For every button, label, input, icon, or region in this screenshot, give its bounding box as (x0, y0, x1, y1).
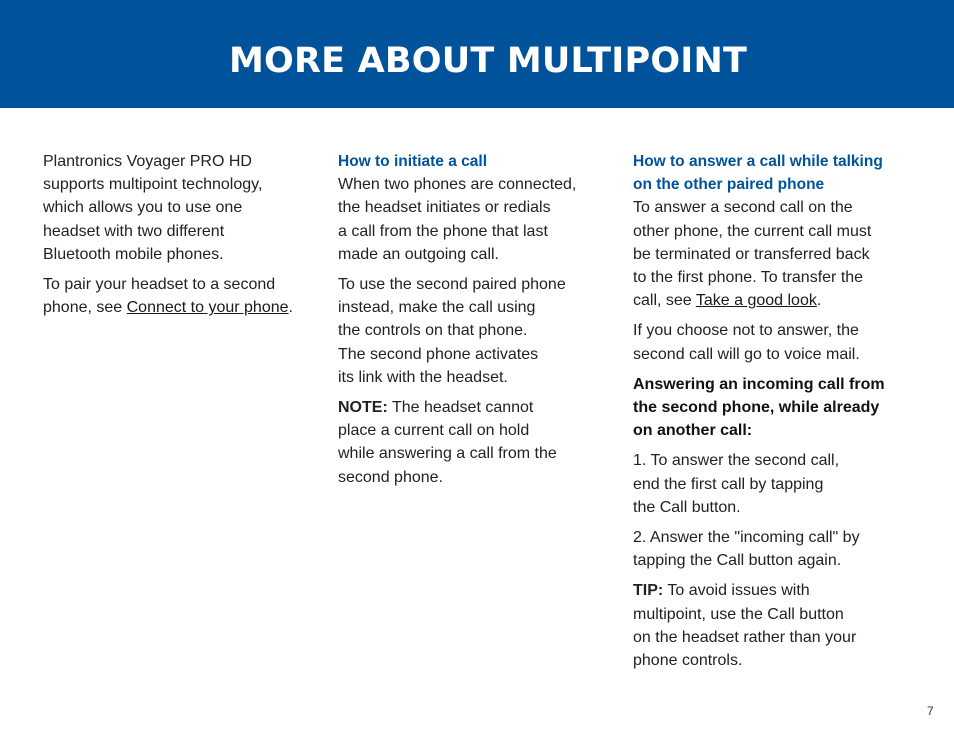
text-line: Answering an incoming call from (633, 375, 885, 393)
text-line: made an outgoing call. (338, 245, 499, 263)
section-heading: How to answer a call while talking (633, 153, 883, 170)
text-line: place a current call on hold (338, 422, 530, 440)
text-fragment: To avoid issues with (663, 582, 810, 600)
subheading (633, 373, 918, 443)
text-fragment: phone, see (43, 299, 127, 317)
page-header (0, 0, 954, 108)
text-line: a call from the phone that last (338, 222, 548, 240)
section-heading: How to initiate a call (338, 153, 487, 170)
text-fragment: . (816, 292, 822, 310)
tip-paragraph (633, 579, 918, 672)
initiate-call-section (338, 150, 613, 266)
voice-mail-paragraph (633, 319, 918, 365)
text-line: the controls on that phone. (338, 322, 528, 340)
tip-label: TIP: (633, 582, 664, 600)
section-heading: on the other paired phone (633, 176, 825, 194)
text-line: 2. Answer the "incoming call" by (633, 529, 860, 547)
text-line: To pair your headset to a second (43, 276, 276, 294)
text-line: on another call: (633, 422, 753, 440)
text-line: be terminated or transferred back (633, 245, 870, 263)
text-line: 1. To answer the second call, (633, 452, 840, 470)
text-line: on the headset rather than your (633, 628, 857, 646)
text-line: instead, make the call using (338, 299, 536, 317)
page-title: MORE ABOUT MULTIPOINT (229, 41, 748, 81)
text-line: If you choose not to answer, the (633, 322, 859, 340)
text-line: second phone. (338, 468, 443, 486)
column-intro (43, 150, 318, 326)
text-line: while answering a call from the (338, 445, 557, 463)
text-fragment: The headset cannot (387, 399, 534, 417)
text-line: the second phone, while already (633, 399, 880, 417)
text-line: which allows you to use one (43, 199, 243, 217)
text-line: To use the second paired phone (338, 276, 566, 294)
text-line: the Call button. (633, 498, 741, 516)
page-number: 7 (927, 704, 934, 718)
take-a-good-look-link[interactable]: Take a good look (695, 292, 817, 310)
answer-call-section (633, 150, 918, 312)
list-item (633, 526, 918, 572)
note-label: NOTE: (338, 399, 388, 417)
column-initiate-call (338, 150, 613, 496)
text-line: the headset initiates or redials (338, 199, 551, 217)
text-line (338, 396, 613, 419)
text-line: other phone, the current call must (633, 222, 872, 240)
note-paragraph (338, 396, 613, 489)
text-line: The second phone activates (338, 345, 539, 363)
text-line: to the first phone. To transfer the (633, 269, 864, 287)
text-line (633, 579, 918, 602)
list-item (633, 449, 918, 519)
pair-paragraph (43, 273, 318, 319)
text-line: When two phones are connected, (338, 176, 577, 194)
intro-paragraph (43, 150, 318, 266)
second-phone-paragraph (338, 273, 613, 389)
text-line: end the first call by tapping (633, 475, 824, 493)
text-line: its link with the headset. (338, 368, 508, 386)
column-answer-call (633, 150, 918, 679)
text-line: To answer a second call on the (633, 199, 853, 217)
text-line: headset with two different (43, 222, 225, 240)
text-line (43, 296, 318, 319)
connect-to-your-phone-link[interactable]: Connect to your phone (126, 299, 289, 317)
text-line: Plantronics Voyager PRO HD (43, 153, 252, 170)
text-fragment: . (288, 299, 293, 317)
text-line: tapping the Call button again. (633, 552, 842, 570)
text-line: supports multipoint technology, (43, 176, 263, 194)
text-line: Bluetooth mobile phones. (43, 245, 224, 263)
text-line: multipoint, use the Call button (633, 605, 844, 623)
text-line: second call will go to voice mail. (633, 345, 860, 363)
text-line (633, 289, 918, 312)
text-line: phone controls. (633, 652, 743, 670)
text-fragment: call, see (633, 292, 696, 310)
